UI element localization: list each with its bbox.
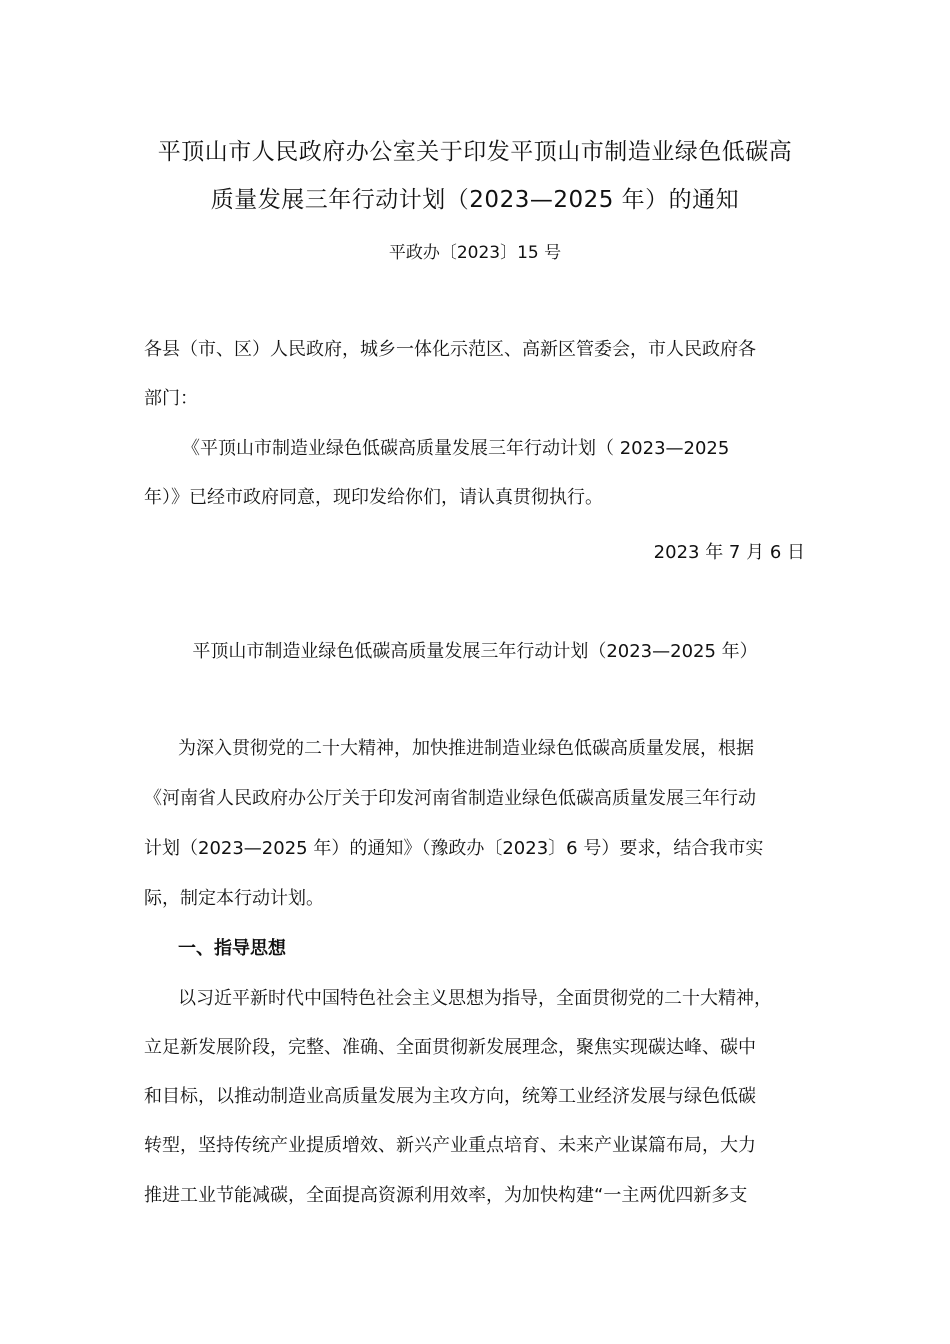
intro-line-2: 《河南省人民政府办公厅关于印发河南省制造业绿色低碳高质量发展三年行动 xyxy=(144,788,756,809)
section-1-line-1: 以习近平新时代中国特色社会主义思想为指导，全面贯彻党的二十大精神， xyxy=(178,988,772,1009)
document-number: 平政办〔2023〕15 号 xyxy=(388,243,562,263)
issue-date: 2023 年 7 月 6 日 xyxy=(653,542,805,563)
intro-line-1: 为深入贯彻党的二十大精神，加快推进制造业绿色低碳高质量发展，根据 xyxy=(178,738,754,759)
document-title-line-1: 平顶山市人民政府办公室关于印发平顶山市制造业绿色低碳高 xyxy=(157,139,793,165)
addressee-line-2: 部门： xyxy=(144,388,198,409)
intro-line-3: 计划（2023—2025 年）的通知》（豫政办〔2023〕6 号）要求，结合我市实 xyxy=(144,838,764,859)
section-1-heading: 一、指导思想 xyxy=(178,938,286,959)
section-1-line-3: 和目标，以推动制造业高质量发展为主攻方向，统筹工业经济发展与绿色低碳 xyxy=(144,1086,756,1107)
section-1-line-4: 转型，坚持传统产业提质增效、新兴产业重点培育、未来产业谋篇布局，大力 xyxy=(144,1135,756,1156)
notice-body-line-2: 年）》已经市政府同意，现印发给你们，请认真贯彻执行。 xyxy=(144,487,603,508)
section-1-line-2: 立足新发展阶段，完整、准确、全面贯彻新发展理念，聚焦实现碳达峰、碳中 xyxy=(144,1037,756,1058)
plan-title: 平顶山市制造业绿色低碳高质量发展三年行动计划（2023—2025 年） xyxy=(192,641,758,662)
addressee-line-1: 各县（市、区）人民政府，城乡一体化示范区、高新区管委会，市人民政府各 xyxy=(144,339,756,360)
section-1-line-5: 推进工业节能减碳，全面提高资源利用效率，为加快构建“一主两优四新多支 xyxy=(144,1185,748,1206)
document-title-line-2: 质量发展三年行动计划（2023—2025 年）的通知 xyxy=(210,187,740,213)
intro-line-4: 际，制定本行动计划。 xyxy=(144,888,324,909)
notice-body-line-1: 《平顶山市制造业绿色低碳高质量发展三年行动计划（ 2023—2025 xyxy=(182,438,730,459)
